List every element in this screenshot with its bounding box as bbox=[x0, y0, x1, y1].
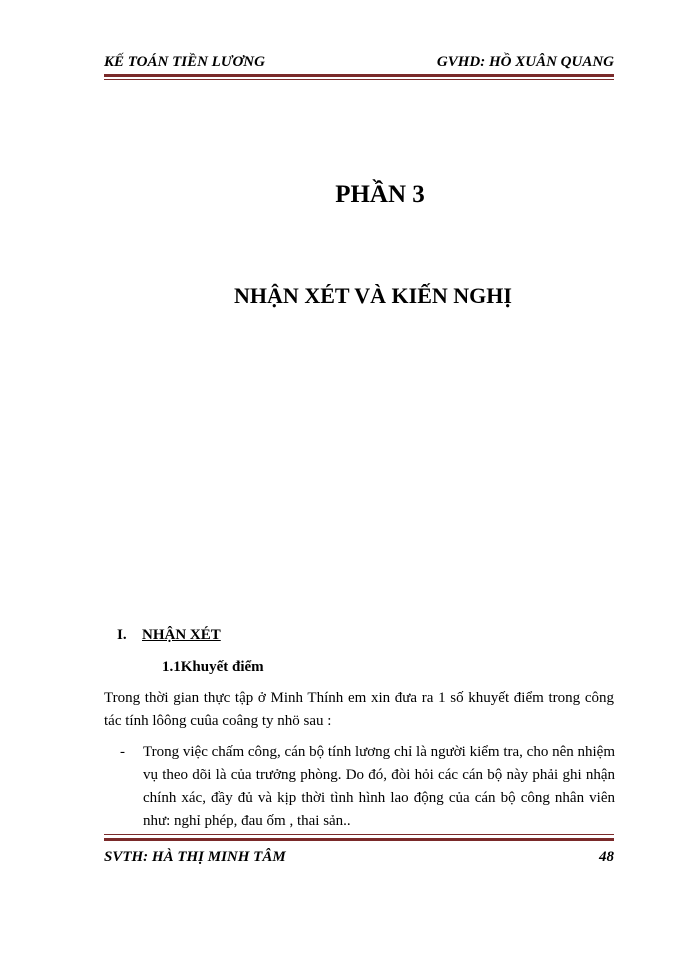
footer-rule-thick bbox=[104, 838, 614, 841]
footer-student-name: SVTH: HÀ THỊ MINH TÂM bbox=[104, 849, 286, 865]
header-rule-thin bbox=[104, 79, 614, 80]
main-title: NHẬN XÉT VÀ KIẾN NGHỊ bbox=[234, 283, 512, 308]
section-number: I. bbox=[117, 627, 127, 643]
header-supervisor: GVHD: HỒ XUÂN QUANG bbox=[436, 54, 614, 70]
bullet-marker: - bbox=[120, 744, 125, 760]
intro-paragraph: Trong thời gian thực tập ở Minh Thính em xin đưa ra 1 số khuyết điểm trong công tác tính lôông cuûa coâng ty nhö sau : bbox=[104, 690, 614, 729]
bullet-paragraph: Trong việc chấm công, cán bộ tính lương chỉ là người kiểm tra, cho nên nhiệm vụ theo dõi là của trưởng phòng. Do đó, đòi hỏi các cán bộ này phải ghi nhận chính xác, đầy đủ và kịp thời tình hình lao động của cán bộ công nhân viên như: nghỉ phép, đau ốm , thai sản.. bbox=[143, 744, 615, 829]
section-title: NHẬN XÉT bbox=[142, 627, 221, 643]
part-title: PHẦN 3 bbox=[335, 181, 425, 208]
subsection-title: 1.1Khuyết điểm bbox=[162, 659, 264, 675]
page-number: 48 bbox=[599, 849, 614, 865]
header-course-title: KẾ TOÁN TIỀN LƯƠNG bbox=[104, 54, 265, 70]
header-rule-thick bbox=[104, 74, 614, 77]
footer-rule-thin bbox=[104, 834, 614, 835]
